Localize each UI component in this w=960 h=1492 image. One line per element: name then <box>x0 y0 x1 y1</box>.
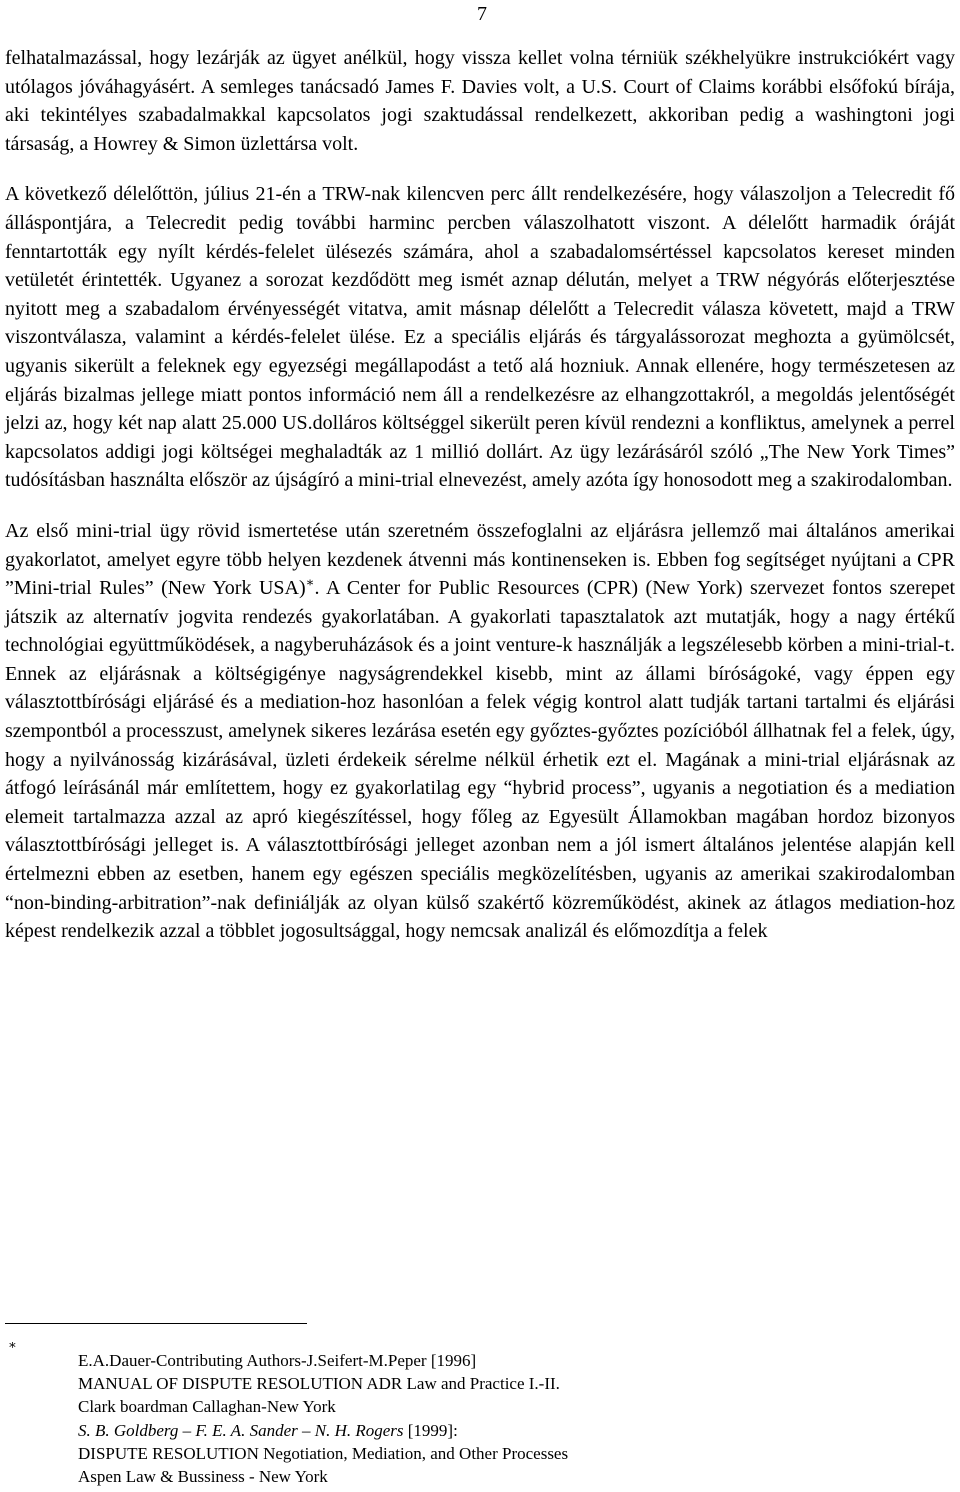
footnote-line <box>78 1419 948 1442</box>
footnote-reference: ∗ <box>305 574 315 590</box>
footnote-line: E.A.Dauer-Contributing Authors-J.Seifert-M.Peper [1996] <box>78 1351 477 1370</box>
footnote <box>78 1349 948 1488</box>
footnote-line: DISPUTE RESOLUTION Negotiation, Mediation, and Other Processes <box>78 1443 569 1463</box>
footnote-year: [1999]: <box>403 1420 458 1440</box>
footnote-line: MANUAL OF DISPUTE RESOLUTION ADR Law and Practice I.-II. <box>78 1374 560 1394</box>
footnote-separator <box>5 1323 307 1324</box>
paragraph-3-text-before-note: Az első mini-trial ügy rövid ismertetése után szeretném összefoglalni az eljárásra jellemző mai általános amerikai gyakorlatot, amelyet egyre több helyen kezdenek átvenni más kontinenseken is. Ebben fog segítséget nyújtani a CPR ”Mini-trial Rules” (New York USA) <box>5 519 955 600</box>
footnote-line: Clark boardman Callaghan-New York <box>78 1397 336 1417</box>
paragraph-3-text-after-note: . A Center for Public Resources (CPR) (New York) szervezet fontos szerepet játszik az alternatív jogvita rendezés gyakorlatában. A gyakorlati tapasztalatok azt mutatják, hogy a nagy értékű technológiai együttműködések, a nagyberuházások és a joint venture-k használják a legszélesebb körben a mini-trial-t. Ennek az eljárásnak a költségigénye nagyságrendekkel kisebb, mint az állami bíróságoké, vagy éppen egy választottbírósági eljárásé és a mediation-hoz hasonlóan a felek végig kontrol alatt tudják tartani tartalmi és eljárási szempontból a processzust, amelynek sikeres lezárása esetén egy győztes-győztes pozícióból állhatnak fel a felek, úgy, hogy a nyilvánosság kizárásával, üzleti érdekeik sérelme nélkül érhetik ezt el. Magának a mini-trial eljárásnak az átfogó leírásánál már említettem, hogy ez gyakorlatilag egy “hybrid process”, ugyanis a negotiation és a mediation elemeit tartalmazza azzal az apró kiegészítéssel, hogy főleg az Egyesült Államokban magában hordoz bizonyos választottbírósági jelleget is. A választottbírósági jelleget azonban nem a jól ismert általános jelentése alapján kell értelmezni ebben az esetben, hanem egy egészen speciális megközelítésben, ugyanis az amerikai szakirodalomban “non-binding-arbitration”-nak definiálják az olyan külső szakértő közreműködést, akinek az átlagos mediation-hoz képest rendelkezik azzal a többlet jogosultsággal, hogy nemcsak analizál és előmozdítja a felek <box>5 577 956 943</box>
footnote-line: Aspen Law & Bussiness - New York <box>78 1467 328 1487</box>
footnote-marker: ∗ <box>8 1337 17 1352</box>
paragraph-1: felhatalmazással, hogy lezárják az ügyet anélkül, hogy vissza kellet volna térniük székhelyükre instrukciókért vagy utólagos jóváhagyásért. A semleges tanácsadó James F. Davies volt, a U.S. Court of Claims korábbi elsőfokú bírája, aki tekintélyes szabadalmakkal kapcsolatos jogi szaktudással rendelkezett, akkoriban pedig a washingtoni jogi társaság, a Howrey & Simon üzlettársa volt. <box>5 47 955 155</box>
page-number: 7 <box>477 3 487 25</box>
body-text <box>5 44 955 946</box>
paragraph-2: A következő délelőttön, július 21-én a TRW-nak kilencven perc állt rendelkezésére, hogy válaszoljon a Telecredit fő álláspontjára, a Telecredit pedig további harminc percben válaszolhatott viszont. A délelőtt harmadik óráját fenntartották egy nyílt kérdés-felelet ülésezés számára, ahol a szabadalomsértéssel kapcsolatos kereset minden vetületét érintették. Ugyanez a sorozat kezdődött meg ismét aznap délután, melyet a TRW négyórás előterjesztése nyitott meg a szabadalom érvényességét vitatva, amit másnap délelőtt a Telecredit válasza követett, majd a TRW viszontválasza, valamint a kérdés-felelet ülése. Ez a speciális eljárás és tárgyalássorozat meghozta a gyümölcsét, ugyanis sikerült a feleknek egy egyezségi megállapodást a tető alá hozniuk. Annak ellenére, hogy természetesen az eljárás bizalmas jellege miatt pontos információ nem áll a rendelkezésre az elhangzottakról, a megoldás jelentőségét jelzi az, hogy két nap alatt 25.000 US.dolláros költséggel sikerült peren kívül rendezni a konfliktus, amelynek a perrel kapcsolatos addigi jogi költségei meghaladták az 1 millió dollárt. Az ügy lezárásáról szóló „The New York Times” tudósításban használta először az újságíró a mini-trial elnevezést, amely azóta így honosodott meg a szakirodalomban. <box>5 183 955 492</box>
footnote-authors: S. B. Goldberg – F. E. A. Sander – N. H. Rogers <box>78 1420 404 1440</box>
paragraph-3 <box>5 517 955 946</box>
